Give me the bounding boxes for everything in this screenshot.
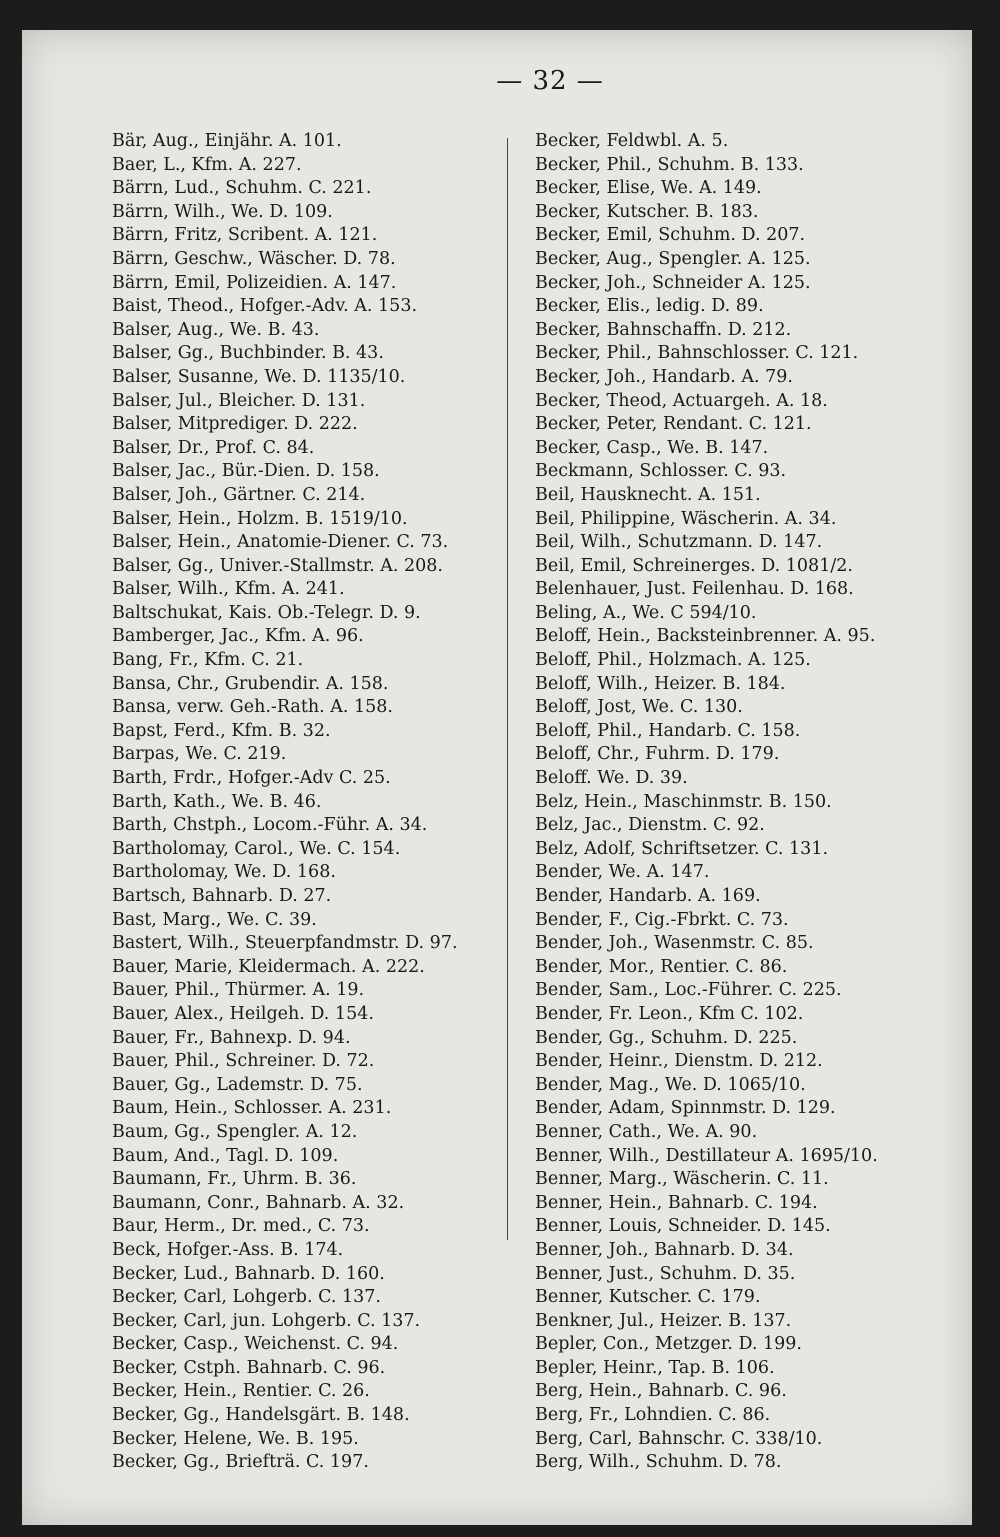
directory-entry: Becker, Gg., Briefträ. C. 197. <box>112 1452 369 1473</box>
directory-entry: Baer, L., Kfm. A. 227. <box>112 154 302 175</box>
directory-entry: Beck, Hofger.-Ass. B. 174. <box>112 1239 344 1260</box>
directory-entry: Baumann, Fr., Uhrm. B. 36. <box>112 1169 357 1190</box>
directory-entry: Bartholomay, Carol., We. C. 154. <box>112 838 401 859</box>
directory-entry: Balser, Joh., Gärtner. C. 214. <box>112 484 366 505</box>
directory-entry: Bartsch, Bahnarb. D. 27. <box>112 886 332 906</box>
directory-entry: Benner, Wilh., Destillateur A. 1695/10. <box>535 1145 878 1166</box>
directory-entry: Benner, Cath., We. A. 90. <box>535 1121 758 1142</box>
right-column <box>535 130 935 1475</box>
directory-entry: Beloff, Hein., Backsteinbrenner. A. 95. <box>535 626 876 647</box>
directory-entry: Bender, We. A. 147. <box>535 862 710 883</box>
directory-entry: Becker, Casp., Weichenst. C. 94. <box>112 1334 399 1355</box>
directory-entry: Bang, Fr., Kfm. C. 21. <box>112 650 304 671</box>
directory-entry: Becker, Gg., Handelsgärt. B. 148. <box>112 1405 410 1426</box>
directory-entry: Bender, Fr. Leon., Kfm C. 102. <box>535 1003 804 1024</box>
directory-entry: Balser, Hein., Anatomie-Diener. C. 73. <box>112 532 449 553</box>
directory-entry: Baist, Theod., Hofger.-Adv. A. 153. <box>112 296 418 317</box>
directory-entry: Beloff, Chr., Fuhrm. D. 179. <box>535 744 780 765</box>
directory-entry: Belz, Hein., Maschinmstr. B. 150. <box>535 791 832 812</box>
directory-entry: Bauer, Phil., Schreiner. D. 72. <box>112 1051 375 1072</box>
directory-entry: Barth, Kath., We. B. 46. <box>112 791 322 812</box>
directory-entry: Becker, Hein., Rentier. C. 26. <box>112 1381 370 1402</box>
left-column <box>112 130 532 1475</box>
directory-entry: Bepler, Heinr., Tap. B. 106. <box>535 1357 775 1378</box>
directory-entry: Belenhauer, Just. Feilenhau. D. 168. <box>535 579 854 600</box>
directory-entry: Beil, Emil, Schreinerges. D. 1081/2. <box>535 555 853 576</box>
directory-entry: Bärrn, Emil, Polizeidien. A. 147. <box>112 272 397 293</box>
directory-entry: Bender, Joh., Wasenmstr. C. 85. <box>535 933 814 954</box>
directory-entry: Benner, Hein., Bahnarb. C. 194. <box>535 1192 818 1213</box>
directory-entry: Benner, Kutscher. C. 179. <box>535 1287 761 1308</box>
directory-entry: Becker, Elise, We. A. 149. <box>535 178 762 199</box>
directory-entry: Balser, Gg., Univer.-Stallmstr. A. 208. <box>112 555 443 576</box>
directory-entry: Becker, Kutscher. B. 183. <box>535 201 759 222</box>
directory-entry: Bender, Mag., We. D. 1065/10. <box>535 1074 806 1095</box>
directory-entry: Becker, Phil., Schuhm. B. 133. <box>535 154 804 175</box>
directory-entry: Bender, Handarb. A. 169. <box>535 886 761 906</box>
directory-entry: Berg, Carl, Bahnschr. C. 338/10. <box>535 1428 823 1449</box>
directory-entry: Beloff. We. D. 39. <box>535 768 688 789</box>
directory-entry: Becker, Peter, Rendant. C. 121. <box>535 414 812 435</box>
directory-entry: Baum, And., Tagl. D. 109. <box>112 1145 339 1166</box>
page-number: — 32 — <box>496 66 604 96</box>
directory-entry: Bärrn, Wilh., We. D. 109. <box>112 201 333 222</box>
directory-entry: Bender, F., Cig.-Fbrkt. C. 73. <box>535 909 789 930</box>
directory-entry: Bamberger, Jac., Kfm. A. 96. <box>112 626 364 647</box>
directory-entry: Baltschukat, Kais. Ob.-Telegr. D. 9. <box>112 602 421 623</box>
directory-entry: Beloff, Jost, We. C. 130. <box>535 697 743 718</box>
directory-entry: Bansa, Chr., Grubendir. A. 158. <box>112 673 389 694</box>
directory-entry: Balser, Susanne, We. D. 1135/10. <box>112 366 406 387</box>
directory-entry: Berg, Hein., Bahnarb. C. 96. <box>535 1381 787 1402</box>
directory-entry: Becker, Helene, We. B. 195. <box>112 1428 359 1449</box>
directory-entry: Balser, Jul., Bleicher. D. 131. <box>112 390 366 411</box>
directory-entry: Becker, Emil, Schuhm. D. 207. <box>535 225 806 246</box>
directory-entry: Belz, Adolf, Schriftsetzer. C. 131. <box>535 838 829 859</box>
directory-entry: Bauer, Marie, Kleidermach. A. 222. <box>112 956 425 977</box>
directory-entry: Becker, Bahnschaffn. D. 212. <box>535 319 792 340</box>
directory-entry: Becker, Feldwbl. A. 5. <box>535 131 729 151</box>
directory-entry: Bärrn, Fritz, Scribent. A. 121. <box>112 225 378 246</box>
directory-entry: Beloff, Wilh., Heizer. B. 184. <box>535 673 786 694</box>
directory-entry: Bender, Sam., Loc.-Führer. C. 225. <box>535 980 842 1001</box>
directory-entry: Bauer, Alex., Heilgeh. D. 154. <box>112 1003 374 1024</box>
directory-entry: Baum, Hein., Schlosser. A. 231. <box>112 1098 392 1119</box>
directory-entry: Baumann, Conr., Bahnarb. A. 32. <box>112 1192 405 1213</box>
directory-entry: Barpas, We. C. 219. <box>112 744 287 765</box>
directory-entry: Berg, Fr., Lohndien. C. 86. <box>535 1405 771 1426</box>
directory-entry: Berg, Wilh., Schuhm. D. 78. <box>535 1452 782 1473</box>
directory-entry: Beckmann, Schlosser. C. 93. <box>535 461 787 482</box>
directory-entry: Becker, Joh., Handarb. A. 79. <box>535 366 793 387</box>
directory-entry: Bender, Adam, Spinnmstr. D. 129. <box>535 1098 836 1119</box>
directory-entry: Bender, Mor., Rentier. C. 86. <box>535 956 788 977</box>
directory-entry: Bapst, Ferd., Kfm. B. 32. <box>112 720 331 741</box>
directory-entry: Balser, Gg., Buchbinder. B. 43. <box>112 343 384 364</box>
directory-entry: Balser, Jac., Bür.-Dien. D. 158. <box>112 461 380 482</box>
directory-entry: Bärrn, Geschw., Wäscher. D. 78. <box>112 248 396 269</box>
directory-entry: Bender, Heinr., Dienstm. D. 212. <box>535 1051 823 1072</box>
directory-entry: Bartholomay, We. D. 168. <box>112 862 336 883</box>
directory-entry: Becker, Theod, Actuargeh. A. 18. <box>535 390 828 411</box>
directory-entry: Beil, Wilh., Schutzmann. D. 147. <box>535 532 823 553</box>
directory-entry: Beil, Philippine, Wäscherin. A. 34. <box>535 508 837 529</box>
directory-entry: Bansa, verw. Geh.-Rath. A. 158. <box>112 697 393 718</box>
directory-entry: Becker, Cstph. Bahnarb. C. 96. <box>112 1357 386 1378</box>
directory-entry: Benner, Joh., Bahnarb. D. 34. <box>535 1239 794 1260</box>
directory-entry: Bast, Marg., We. C. 39. <box>112 909 317 930</box>
directory-entry: Becker, Carl, Lohgerb. C. 137. <box>112 1287 381 1308</box>
directory-entry: Balser, Hein., Holzm. B. 1519/10. <box>112 508 408 529</box>
directory-entry: Belz, Jac., Dienstm. C. 92. <box>535 815 765 836</box>
directory-entry: Benner, Louis, Schneider. D. 145. <box>535 1216 831 1237</box>
directory-entry: Beling, A., We. C 594/10. <box>535 602 757 623</box>
directory-entry: Becker, Elis., ledig. D. 89. <box>535 296 764 317</box>
directory-entry: Benner, Marg., Wäscherin. C. 11. <box>535 1169 829 1190</box>
directory-entry: Beloff, Phil., Handarb. C. 158. <box>535 720 801 741</box>
directory-entry: Bauer, Fr., Bahnexp. D. 94. <box>112 1027 351 1048</box>
directory-entry: Bär, Aug., Einjähr. A. 101. <box>112 131 342 151</box>
directory-entry: Bastert, Wilh., Steuerpfandmstr. D. 97. <box>112 933 458 954</box>
directory-entry: Balser, Wilh., Kfm. A. 241. <box>112 579 345 600</box>
directory-entry: Bauer, Phil., Thürmer. A. 19. <box>112 980 365 1001</box>
directory-entry: Baur, Herm., Dr. med., C. 73. <box>112 1216 370 1237</box>
directory-entry: Barth, Chstph., Locom.-Führ. A. 34. <box>112 815 428 836</box>
directory-entry: Becker, Phil., Bahnschlosser. C. 121. <box>535 343 859 364</box>
directory-entry: Barth, Frdr., Hofger.-Adv C. 25. <box>112 768 391 789</box>
directory-entry: Balser, Aug., We. B. 43. <box>112 319 320 340</box>
directory-entry: Bauer, Gg., Lademstr. D. 75. <box>112 1074 363 1095</box>
directory-entry: Becker, Joh., Schneider A. 125. <box>535 272 811 293</box>
directory-entry: Baum, Gg., Spengler. A. 12. <box>112 1121 358 1142</box>
directory-entry: Becker, Carl, jun. Lohgerb. C. 137. <box>112 1310 421 1331</box>
directory-entry: Bärrn, Lud., Schuhm. C. 221. <box>112 178 372 199</box>
directory-entry: Beloff, Phil., Holzmach. A. 125. <box>535 650 811 671</box>
directory-entry: Becker, Lud., Bahnarb. D. 160. <box>112 1263 385 1284</box>
directory-entry: Bender, Gg., Schuhm. D. 225. <box>535 1027 798 1048</box>
directory-entry: Becker, Aug., Spengler. A. 125. <box>535 248 811 269</box>
directory-entry: Benner, Just., Schuhm. D. 35. <box>535 1263 796 1284</box>
directory-entry: Balser, Mitprediger. D. 222. <box>112 414 358 435</box>
directory-entry: Balser, Dr., Prof. C. 84. <box>112 437 315 458</box>
directory-entry: Benkner, Jul., Heizer. B. 137. <box>535 1310 792 1331</box>
directory-entry: Beil, Hausknecht. A. 151. <box>535 484 761 505</box>
directory-entry: Bepler, Con., Metzger. D. 199. <box>535 1334 802 1355</box>
directory-entry: Becker, Casp., We. B. 147. <box>535 437 769 458</box>
